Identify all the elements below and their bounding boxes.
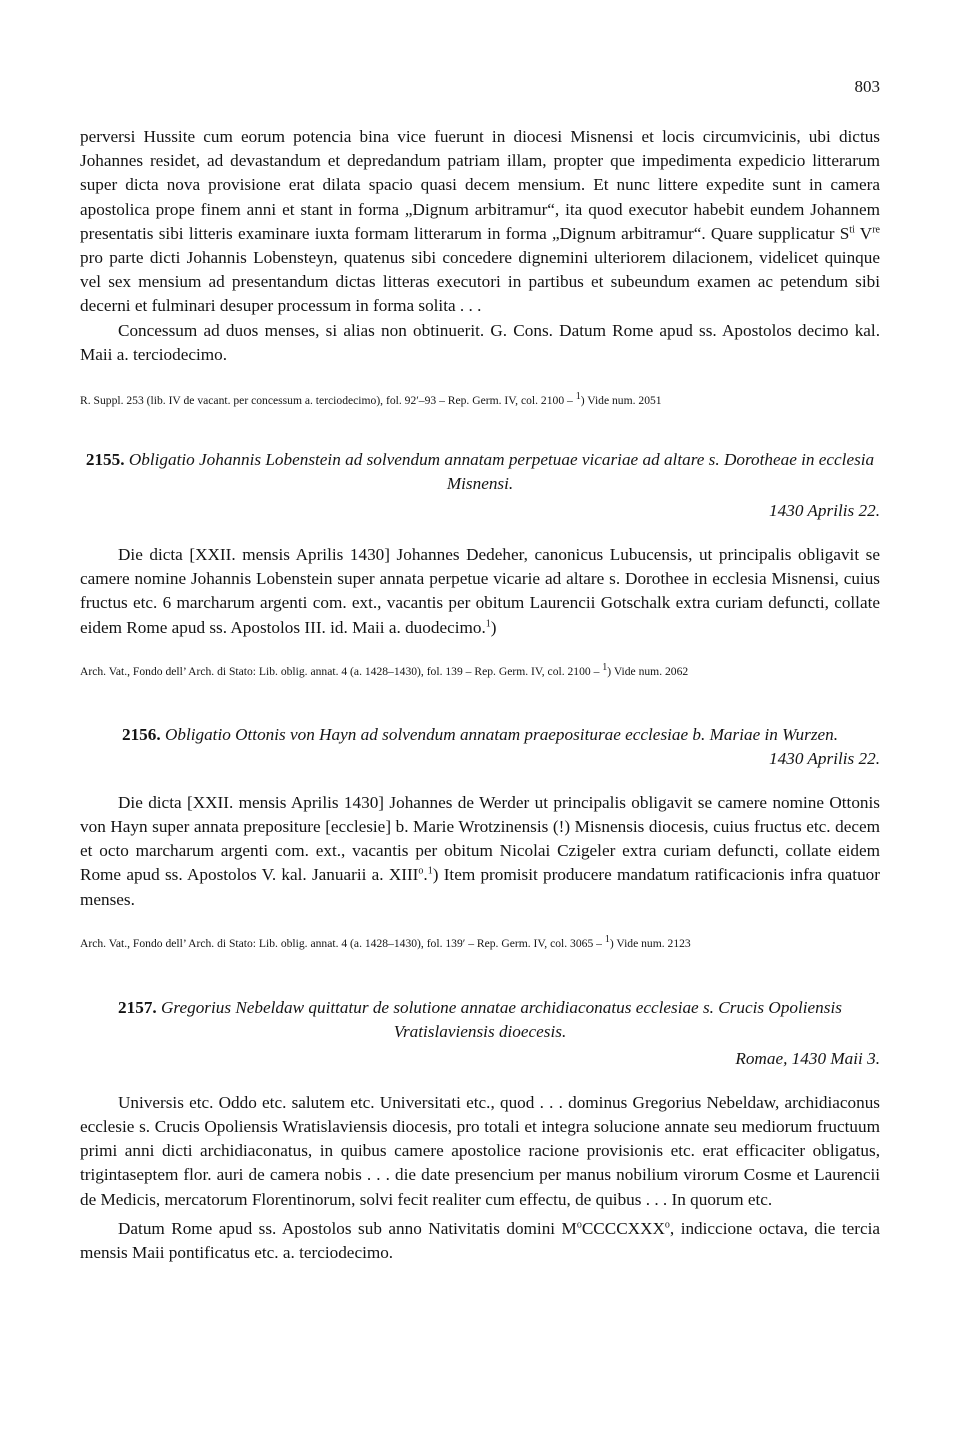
entry-date: Romae, 1430 Maii 3. — [735, 1048, 880, 1068]
body-text: Die dicta [XXII. mensis Aprilis 1430] Johannes de Werder ut principalis obligavit se camere nomine Ottonis von Hayn super annata prepositure [ecclesie] b. Marie Wrotzinensis (!) Misnensis diocesis, cuius fructus etc. decem et octo marcharum argenti com. ext., vacantis per obitum Nicolai Czigeler extra curiam defuncti, collate eidem Rome apud ss. Apostolos V. kal. Januarii a. XIII — [80, 792, 880, 885]
citation-text: Arch. Vat., Fondo dell’ Arch. di Stato: Lib. oblig. annat. 4 (a. 1428–1430), fol. 139 – Rep. Germ. IV, col. 2100 – — [80, 664, 603, 678]
source-citation — [80, 936, 880, 952]
superscript: o — [664, 1219, 670, 1231]
entry-heading — [80, 996, 880, 1044]
entry-number: 2155. — [85, 450, 125, 470]
entry-heading — [80, 448, 880, 496]
dating-clause — [80, 1217, 880, 1265]
entry-title: Gregorius Nebeldaw quittatur de solutione annatae archidiaconatus ecclesiae s. Crucis Opoliensis Vratislaviensis dioecesis. — [161, 997, 842, 1041]
entry-body — [80, 543, 880, 640]
source-citation — [80, 661, 880, 680]
body-text: , indiccione octava, die tercia mensis Maii pontificatus etc. a. terciodecimo. — [80, 1218, 881, 1263]
body-text: CCCCXXX — [581, 1218, 665, 1238]
source-citation — [80, 393, 880, 409]
footnote-text: ) Vide num. 2123 — [609, 936, 691, 950]
entry-body: Universis etc. Oddo etc. salutem etc. Universitati etc., quod . . . dominus Gregorius Nebeldaw, archidiaconus ecclesie s. Crucis Opoliensis Wratislaviensis diocesis, pro totali et integra solucione annate seu mediorum fructuum primi anni dicti archidiaconatus, in quibus camere apostolice racione provisionis etc. erat efficaciter obligatus, trigintaseptem flor. auri de camera nobis . . . die date presencium per manus nobilium virorum Cosme et Laurencii de Medicis, mercatorum Florentinorum, solvi fecit realiter cum effectu, de quibus . . . In quorum etc. — [80, 1092, 880, 1209]
concession-paragraph: Concessum ad duos menses, si alias non obtinuerit. G. Cons. Datum Rome apud ss. Apostolos decimo kal. Maii a. terciodecimo. — [80, 320, 880, 364]
entry-title: Obligatio Johannis Lobenstein ad solvendum annatam perpetuae vicariae ad altare s. Dorotheae in ecclesia Misnensi. — [128, 450, 875, 494]
body-text: ) — [490, 617, 497, 637]
footnote-text: ) Vide num. 2062 — [607, 664, 689, 678]
entry-number: 2156. — [121, 724, 161, 744]
superscript: o — [576, 1219, 582, 1231]
carryover-text: V — [854, 223, 873, 243]
footnote-mark: 1 — [575, 391, 581, 403]
entry-date: 1430 Aprilis 22. — [769, 501, 880, 521]
superscript: o — [418, 865, 424, 877]
carryover-text: pro parte dicti Johannis Lobensteyn, quatenus sibi concedere dignemini ulteriorem dilacionem, videlicet quinque vel sex mensium ad presentandum dictas litteras executori in partibus et subeundum examen ac petendum sibi decerni et fulminari desuper processum in forma solita . . . — [80, 248, 880, 316]
entry-number: 2157. — [118, 997, 157, 1017]
citation-text: R. Suppl. 253 (lib. IV de vacant. per concessum a. terciodecimo), fol. 92′–93 – Rep. Germ. IV, col. 2100 – — [80, 394, 576, 408]
entry-heading — [80, 723, 880, 747]
body-text: Die dicta [XXII. mensis Aprilis 1430] Johannes Dedeher, canonicus Lubucensis, ut principalis obligavit se camere nomine Johannis Lobenstein super annata perpetue vicarie ad altare s. Dorothee in ecclesia Misnensi, cuius fructus etc. 6 marcharum argenti com. ext., vacantis per obitum Laurencii Gotschalk extra curiam defuncti, collate eidem Rome apud ss. Apostolos III. id. Maii a. duodecimo. — [80, 545, 880, 637]
entry-date: 1430 Aprilis 22. — [769, 748, 880, 768]
footnote-mark: 1 — [602, 661, 608, 673]
superscript: ti — [849, 224, 855, 236]
footnote-mark: 1 — [604, 934, 610, 945]
body-text: ) Item promisit producere mandatum ratificacionis infra quatuor menses. — [80, 865, 880, 909]
citation-text: Arch. Vat., Fondo dell’ Arch. di Stato: Lib. oblig. annat. 4 (a. 1428–1430), fol. 139′ – Rep. Germ. IV, col. 3065 – — [80, 936, 605, 950]
carryover-text: perversi Hussite cum eorum potencia bina vice fuerunt in diocesi Misnensi et locis circumvicinis, ubi dictus Johannes residet, ad devastandum et depredandum patriam illam, propter que impedimenta expedicio litterarum super dicta nova provisione erat dilata spacio quasi decem mensium. Et nunc littere expedite sunt in camera apostolica prope finem anni et stant in forma „Dignum arbitramur“, ita quod executor habebit eundem Johannem presentatis sibi litteris examinare iuxta formam litterarum in forma „Dignum arbitramur“. Quare supplicatur S — [80, 127, 880, 243]
footnote-mark: 1 — [427, 865, 433, 877]
entry-body — [80, 791, 880, 912]
footnote-text: ) Vide num. 2051 — [580, 394, 662, 408]
body-text: Datum Rome apud ss. Apostolos sub anno Nativitatis domini M — [118, 1218, 577, 1238]
page-number: 803 — [854, 77, 880, 96]
page-content — [80, 125, 880, 1265]
footnote-mark: 1 — [485, 617, 491, 629]
body-text: . — [423, 865, 428, 885]
entry-title: Obligatio Ottonis von Hayn ad solvendum annatam praepositurae ecclesiae b. Mariae in Wurzen. — [164, 724, 839, 744]
carryover-paragraph — [80, 125, 880, 319]
superscript: re — [872, 224, 880, 236]
